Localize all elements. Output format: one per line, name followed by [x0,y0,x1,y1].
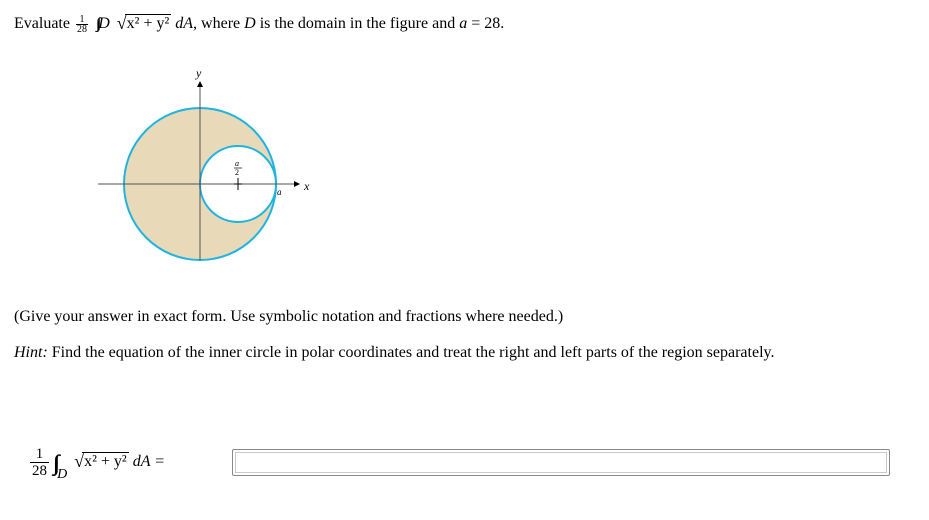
hint-text [14,344,774,362]
coefficient-fraction [76,15,88,34]
answer-coefficient-numerator: 1 [30,446,49,463]
integral-domain: D [98,15,110,32]
answer-coefficient-denominator: 28 [32,463,47,479]
domain-variable: D [244,15,256,32]
half-a-numerator: a [235,159,239,168]
coefficient-denominator: 28 [76,23,87,35]
hint-label: Hint: [14,344,48,361]
question-text [14,9,504,37]
answer-coefficient [30,446,49,479]
a-value: = 28. [471,15,505,32]
answer-expression [30,446,165,483]
question-tail: is the domain in the figure and [259,15,456,32]
square-root: √x² + y² [116,13,170,33]
a-variable: a [459,15,468,32]
y-axis-label: y [196,66,202,80]
differential: dA, [175,15,198,32]
answer-double-integral-sign: ∫∫ [53,449,56,475]
answer-input[interactable] [232,449,890,476]
half-a-denominator: 2 [235,168,239,177]
hint-body: Find the equation of the inner circle in polar coordinates and treat the right and left parts of the region separately. [51,344,775,361]
answer-differential-equals: dA = [132,453,165,471]
radicand: x² + y² [126,15,170,32]
x-axis-label: x [304,179,310,193]
evaluate-word: Evaluate [14,15,70,32]
answer-radicand: x² + y² [84,453,127,471]
double-integral-sign: ∫∫ [95,16,99,32]
answer-integral-domain: D [57,467,68,483]
coefficient-numerator: 1 [76,15,88,25]
domain-figure [92,62,332,282]
answer-square-root: √x² + y² [74,451,127,472]
instructions-text: (Give your answer in exact form. Use symbolic notation and fractions where needed.) [14,308,564,325]
where-word: where [201,15,241,32]
a-tick-label: a [277,187,282,197]
